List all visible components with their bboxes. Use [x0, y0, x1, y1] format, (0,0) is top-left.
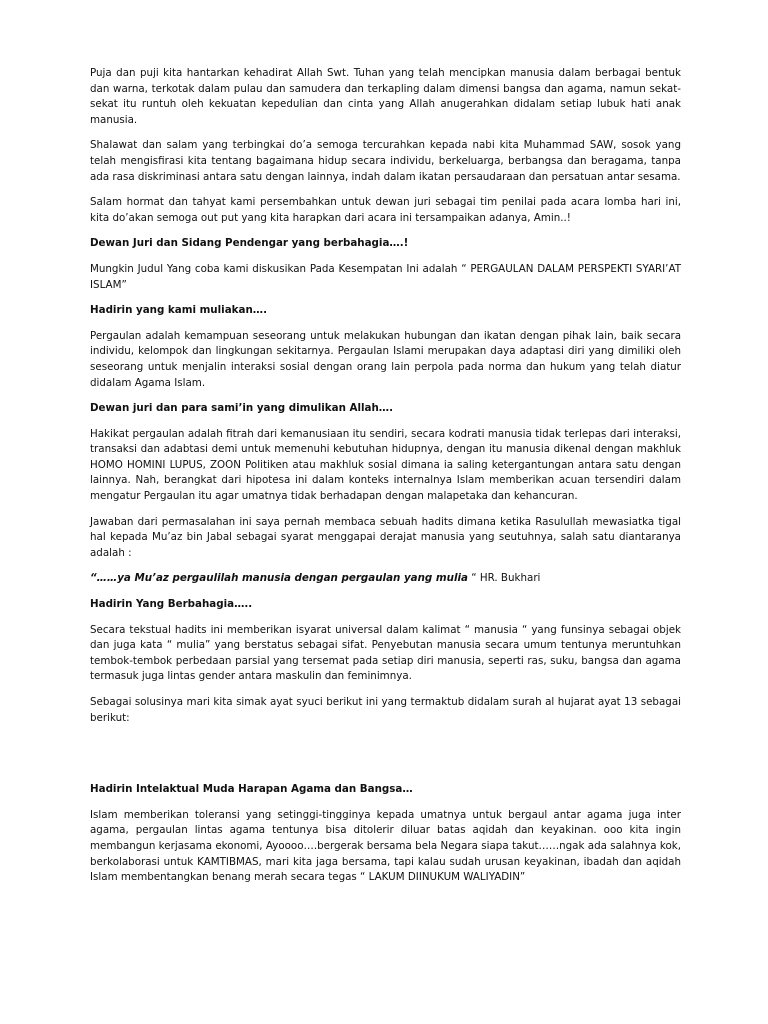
heading-hadirin-muliakan: Hadirin yang kami muliakan….: [90, 304, 267, 317]
paragraph-title-topic: Mungkin Judul Yang coba kami diskusikan Pada Kesempatan Ini adalah “ PERGAULAN DALAM PERSPEKTI SYARI’AT ISLAM”: [90, 262, 681, 291]
paragraph-solusi: Sebagai solusinya mari kita simak ayat syuci berikut ini yang termaktub didalam surah al hujarat ayat 13 sebagai berikut:: [90, 696, 681, 724]
blank-space: [90, 736, 681, 782]
hadith-source: “ HR. Bukhari: [467, 572, 541, 585]
hadith-quote-text: “……ya Mu’az pergaulilah manusia dengan pergaulan yang mulia: [90, 572, 468, 585]
paragraph-pergaulan-definition: Pergaulan adalah kemampuan seseorang untuk melakukan hubungan dan ikatan dengan pihak lain, baik secara individu, kelompok dan lingkungan sekitarnya. Pergaulan Islami merupakan daya adaptasi diri yang dimiliki oleh seseorang untuk menjalin interaksi sosial dengan orang lain perpola pada norma dan hukum yang telah diatur didalam Agama Islam.: [90, 329, 681, 389]
paragraph-toleransi: Islam memberikan toleransi yang setinggi-tingginya kepada umatnya untuk bergaul antar agama juga inter agama, pergaulan lintas agama tentunya bisa ditolerir diluar batas aqidah dan keyakinan. ooo kita ingin membangun kerjasama ekonomi, Ayoooo….bergerak bersama bela Negara siapa takut……ngak ada salahnya kok, berkolaborasi untuk KAMTIBMAS, mari kita jaga bersama, tapi kalau sudah urusan keyakinan, ibadah dan aqidah Islam membentangkan benang merah secara tegas “ LAKUM DIINUKUM WALIYADIN”: [90, 808, 681, 884]
paragraph-hakikat-pergaulan: Hakikat pergaulan adalah fitrah dari kemanusiaan itu sendiri, secara kodrati manusia tidak terlepas dari interaksi, transaksi dan adabtasi demi untuk memenuhi kebutuhan hidupnya, dengan itu manusia dikenal dengan makhluk HOMO HOMINI LUPUS, ZOON Politiken atau makhluk sosial dimana ia saling ketergantungan antara satu dengan lainnya. Nah, berangkat dari hipotesa ini dalam konteks internalnya Islam memberikan acuan tersendiri dalam mengatur Pergaulan itu agar umatnya tidak berhadapan dengan malapetaka dan kehancuran.: [90, 427, 681, 503]
heading-hadirin-berbahagia: Hadirin Yang Berbahagia…..: [90, 598, 253, 611]
paragraph-shalawat: Shalawat dan salam yang terbingkai do’a semoga tercurahkan kepada nabi kita Muhammad SAW, sosok yang telah mengisfirasi kita tentang bagaimana hidup secara individu, berkeluarga, berbangsa dan beragama, tanpa ada rasa diskriminasi antara satu dengan lainnya, indah dalam ikatan persaudaraan dan persatuan antar sesama.: [90, 139, 681, 183]
paragraph-jawaban: Jawaban dari permasalahan ini saya pernah membaca sebuah hadits dimana ketika Rasulullah mewasiatka tigal hal kepada Mu’az bin Jabal sebagai syarat menggapai derajat manusia yang seutuhnya, salah satu diantaranya adalah :: [90, 515, 681, 559]
paragraph-opening-praise: Puja dan puji kita hantarkan kehadirat Allah Swt. Tuhan yang telah mencipkan manusia dalam berbagai bentuk dan warna, terkotak dalam pulau dan samudera dan terkapling dalam dimensi bangsa dan agama, namun sekat-sekat itu runtuh oleh kekuatan kepedulian dan cinta yang Allah anugerahkan didalam setiap lubuk hati anak manusia.: [90, 67, 681, 126]
heading-dewan-juri-samiin: Dewan juri dan para sami’in yang dimulikan Allah….: [90, 402, 394, 415]
paragraph-greeting-jury: Salam hormat dan tahyat kami persembahkan untuk dewan juri sebagai tim penilai pada acara lomba hari ini, kita do’akan semoga out put yang kita harapkan dari acara ini tersampaikan adanya, Amin..!: [90, 196, 681, 224]
heading-dewan-juri: Dewan Juri dan Sidang Pendengar yang berbahagia….!: [90, 237, 409, 250]
hadith-quote: [90, 571, 681, 587]
paragraph-tekstual: Secara tekstual hadits ini memberikan isyarat universal dalam kalimat “ manusia “ yang funsinya sebagai objek dan juga kata “ mulia” yang berstatus sebagai sifat. Penyebutan manusia secara umum tentunya meruntuhkan tembok-tembok perbedaan parsial yang tersemat pada setiap diri manusia, seperti ras, suku, bangsa dan agama termasuk juga lintas gender antara maskulin dan feminimnya.: [90, 623, 681, 683]
heading-intelektual-muda: Hadirin Intelaktual Muda Harapan Agama dan Bangsa…: [90, 783, 413, 796]
